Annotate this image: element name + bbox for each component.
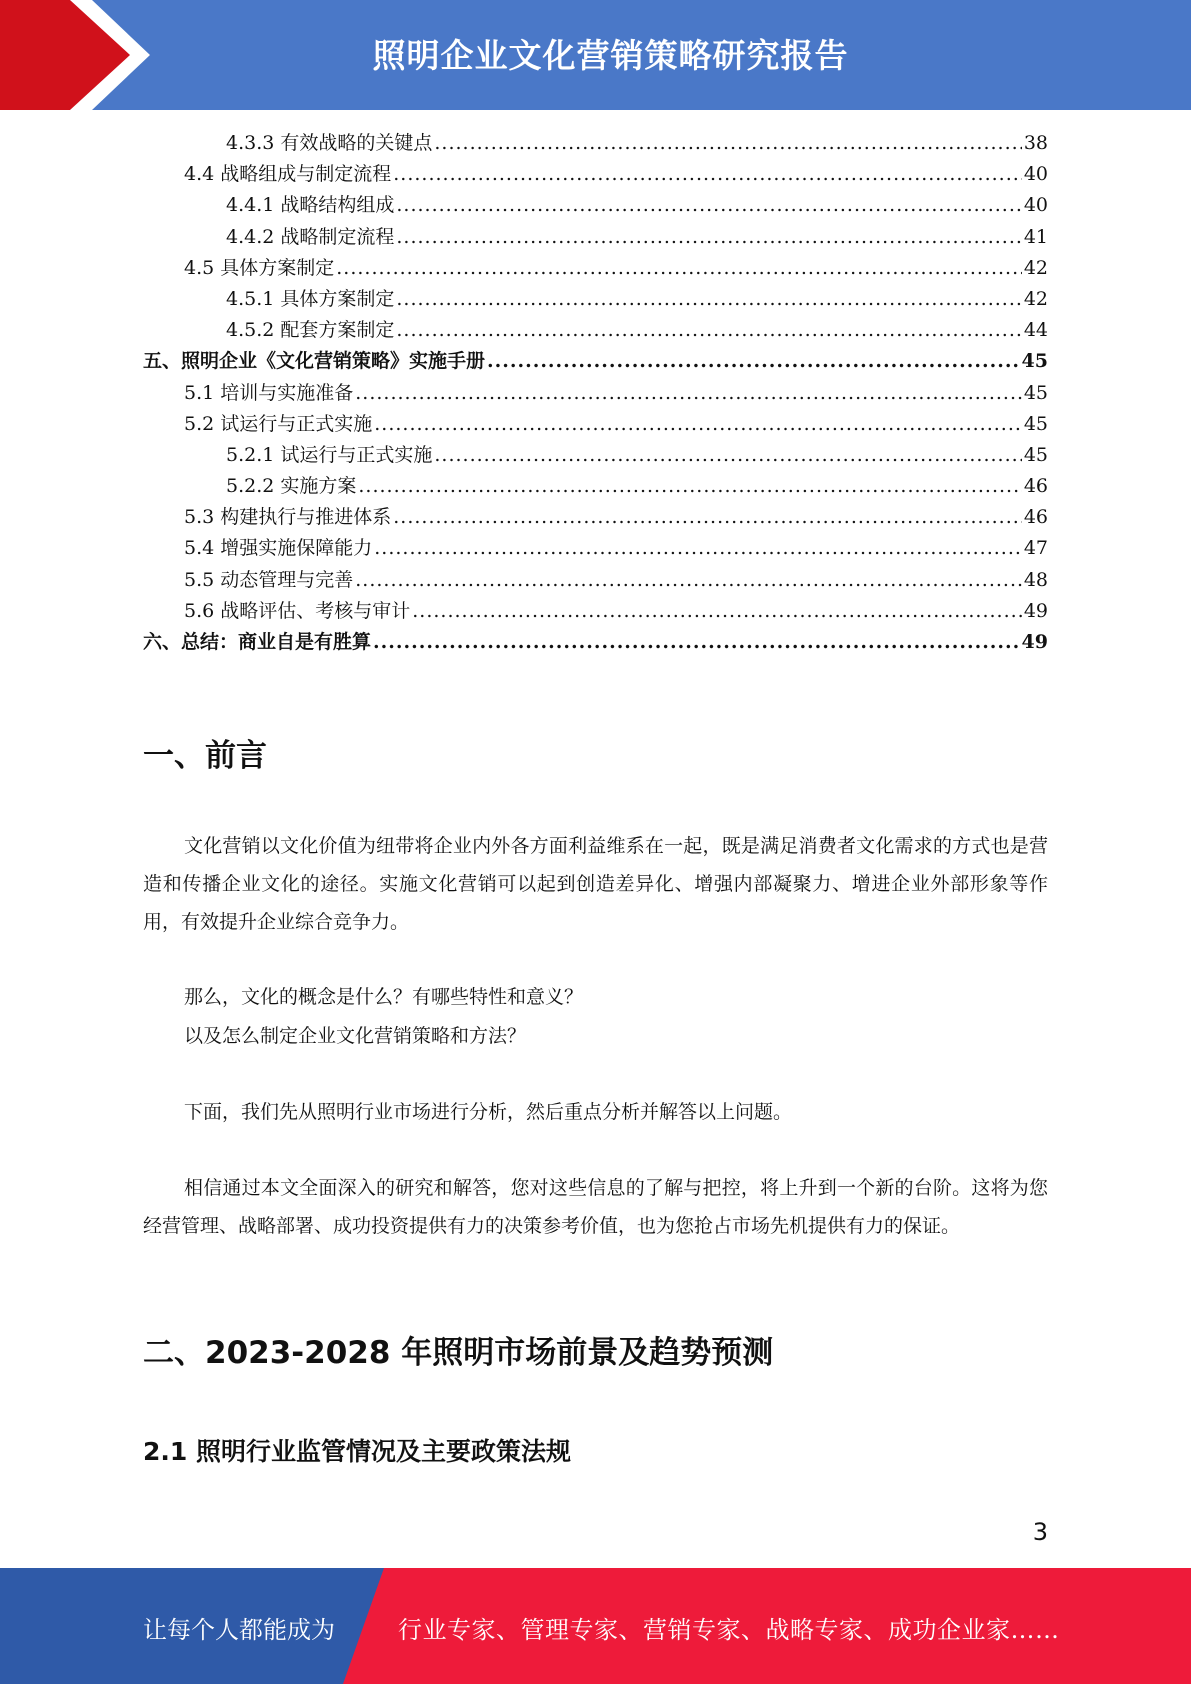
toc-dot-leader (355, 565, 1022, 596)
toc-entry[interactable] (143, 253, 1048, 284)
preface-paragraph-1: 文化营销以文化价值为纽带将企业内外各方面利益维系在一起，既是满足消费者文化需求的方式也是营造和传播企业文化的途径。实施文化营销可以起到创造差异化、增强内部凝聚力、增进企业外部形象等作用，有效提升企业综合竞争力。 (143, 835, 1048, 933)
toc-entry-page: 41 (1023, 225, 1048, 248)
toc-entry-label: 5.4 增强实施保障能力 (184, 537, 373, 560)
toc-dot-leader (355, 378, 1022, 409)
toc-entry[interactable] (143, 128, 1048, 159)
footer-slogan-right: 行业专家、管理专家、营销专家、战略专家、成功企业家…… (398, 1616, 1060, 1644)
toc-entry-page: 38 (1023, 132, 1048, 154)
toc-entry-label: 5.2.1 试运行与正式实施 (226, 443, 433, 466)
preface-question-1: 那么，文化的概念是什么？有哪些特性和意义？ (184, 986, 584, 1008)
toc-entry-label: 5.2 试运行与正式实施 (184, 412, 373, 435)
toc-entry-label: 4.4.1 战略结构组成 (226, 194, 395, 217)
page-number: 3 (1032, 1518, 1048, 1546)
toc-entry-label: 4.4 战略组成与制定流程 (184, 163, 392, 186)
toc-entry-page: 42 (1023, 256, 1048, 279)
page-header (0, 0, 1191, 110)
toc-entry-page: 44 (1023, 319, 1048, 342)
market-forecast-heading: 二、2023-2028 年照明市场前景及趋势预测 (143, 1335, 774, 1371)
toc-entry[interactable] (143, 627, 1048, 658)
preface-heading: 一、前言 (143, 738, 267, 774)
toc-entry-label: 五、照明企业《文化营销策略》实施手册 (143, 350, 486, 373)
footer-slogan-left: 让每个人都能成为 (143, 1616, 335, 1644)
toc-entry-page: 49 (1023, 599, 1048, 622)
toc-entry[interactable] (143, 565, 1048, 596)
toc-dot-leader (393, 159, 1022, 190)
preface-paragraph-3: 相信通过本文全面深入的研究和解答，您对这些信息的了解与把控，将上升到一个新的台阶。这将为您经营管理、战略部署、成功投资提供有力的决策参考价值，也为您抢占市场先机提供有力的保证。 (143, 1177, 1048, 1237)
toc-dot-leader (396, 222, 1021, 253)
toc-entry-page: 45 (1023, 381, 1048, 404)
preface-paragraph-2: 下面，我们先从照明行业市场进行分析，然后重点分析并解答以上问题。 (184, 1101, 793, 1123)
toc-entry-page: 45 (1021, 350, 1048, 373)
toc-entry-label: 5.2.2 实施方案 (226, 475, 357, 498)
toc-entry-label: 4.5 具体方案制定 (184, 256, 335, 279)
toc-dot-leader (434, 440, 1021, 471)
toc-entry-page: 46 (1023, 475, 1048, 498)
toc-dot-leader (374, 533, 1022, 564)
preface-question-2: 以及怎么制定企业文化营销策略和方法？ (184, 1025, 527, 1047)
toc-entry[interactable] (143, 440, 1048, 471)
toc-dot-leader (396, 190, 1021, 221)
toc-entry-label: 4.5.2 配套方案制定 (226, 319, 395, 342)
toc-dot-leader (373, 627, 1020, 658)
toc-entry[interactable] (143, 315, 1048, 346)
toc-dot-leader (434, 128, 1021, 159)
toc-entry[interactable] (143, 533, 1048, 564)
toc-dot-leader (393, 502, 1022, 533)
toc-entry-label: 5.6 战略评估、考核与审计 (184, 599, 411, 622)
toc-entry-label: 4.3.3 有效战略的关键点 (226, 132, 433, 154)
toc-entry[interactable] (143, 409, 1048, 440)
toc-entry[interactable] (143, 222, 1048, 253)
toc-entry[interactable] (143, 159, 1048, 190)
toc-entry[interactable] (143, 471, 1048, 502)
regulation-subheading: 2.1 照明行业监管情况及主要政策法规 (143, 1437, 571, 1466)
toc-dot-leader (396, 284, 1021, 315)
toc-entry-label: 六、总结：商业自是有胜算 (143, 631, 372, 653)
toc-entry-page: 47 (1023, 537, 1048, 560)
toc-dot-leader (358, 471, 1021, 502)
toc-entry-page: 46 (1023, 506, 1048, 529)
toc-entry[interactable] (143, 346, 1048, 377)
toc-entry-page: 40 (1023, 163, 1048, 186)
toc-entry-page: 49 (1021, 631, 1048, 653)
toc-entry-label: 4.5.1 具体方案制定 (226, 287, 395, 310)
toc-entry-page: 45 (1023, 443, 1048, 466)
toc-entry-page: 40 (1023, 194, 1048, 217)
page-footer (0, 1568, 1191, 1684)
toc-entry[interactable] (143, 190, 1048, 221)
toc-entry-page: 48 (1023, 568, 1048, 591)
toc-dot-leader (336, 253, 1022, 284)
toc-entry[interactable] (143, 284, 1048, 315)
toc-entry[interactable] (143, 502, 1048, 533)
report-title: 照明企业文化营销策略研究报告 (372, 36, 849, 75)
toc-dot-leader (412, 596, 1022, 627)
toc-dot-leader (374, 409, 1022, 440)
table-of-contents (143, 128, 1048, 658)
toc-entry-label: 4.4.2 战略制定流程 (226, 225, 395, 248)
toc-entry-label: 5.5 动态管理与完善 (184, 568, 354, 591)
toc-entry-page: 42 (1023, 287, 1048, 310)
toc-entry-label: 5.1 培训与实施准备 (184, 381, 354, 404)
toc-entry[interactable] (143, 378, 1048, 409)
toc-dot-leader (487, 346, 1020, 377)
toc-entry-label: 5.3 构建执行与推进体系 (184, 506, 392, 529)
toc-entry-page: 45 (1023, 412, 1048, 435)
toc-entry[interactable] (143, 596, 1048, 627)
toc-dot-leader (396, 315, 1021, 346)
